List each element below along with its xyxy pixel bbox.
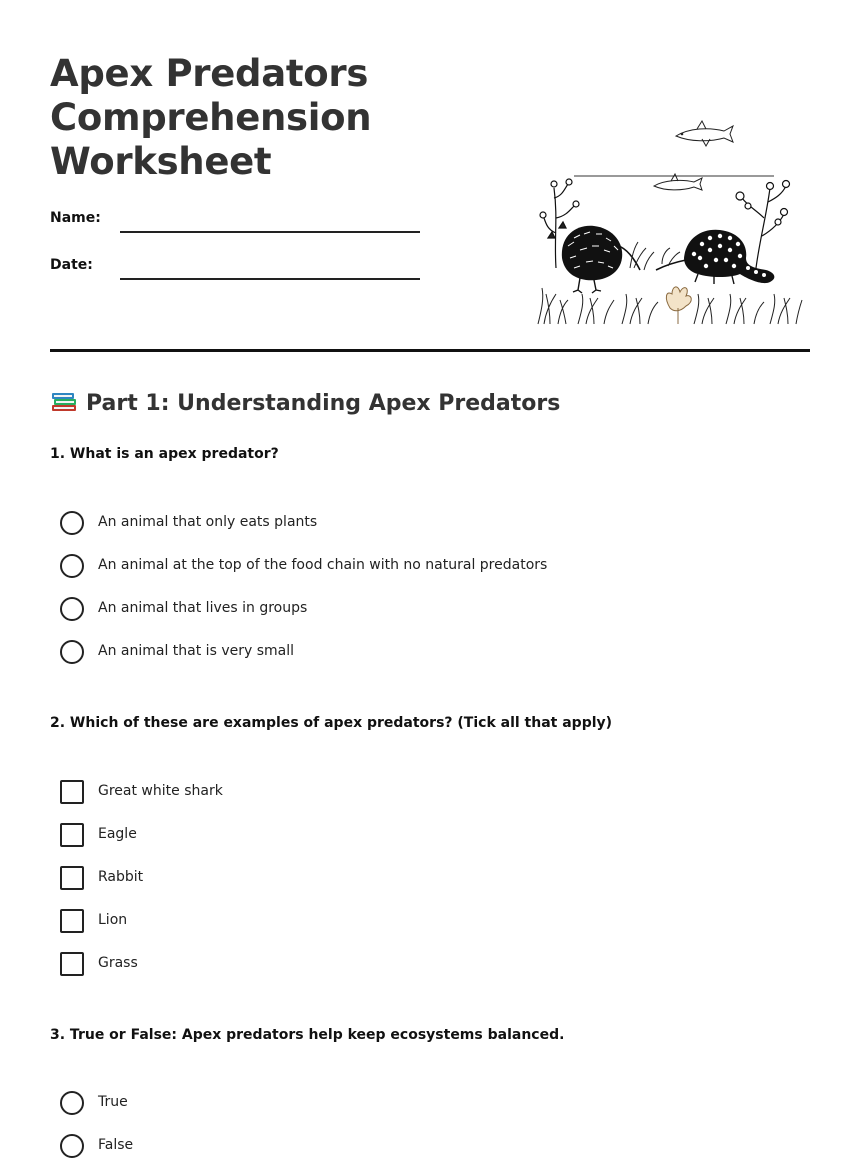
q2-option-2[interactable] <box>60 823 760 849</box>
q1-option-2[interactable] <box>60 554 760 580</box>
q3-option-false-label[interactable]: False <box>98 1137 134 1153</box>
question-2: 2. Which of these are examples of apex predators? (Tick all that apply) <box>50 715 613 731</box>
q2-option-4-label[interactable]: Lion <box>98 912 128 928</box>
q2-option-1[interactable] <box>60 780 760 806</box>
title-line-1: Apex Predators <box>50 52 369 95</box>
q1-option-4[interactable] <box>60 640 760 666</box>
q1-option-4-radio[interactable] <box>60 640 84 664</box>
q3-option-false-radio[interactable] <box>60 1134 84 1158</box>
worksheet-title <box>50 52 480 184</box>
q2-option-4[interactable] <box>60 909 760 935</box>
q2-option-3-checkbox[interactable] <box>60 866 84 890</box>
date-field[interactable] <box>120 278 420 280</box>
q3-option-true-radio[interactable] <box>60 1091 84 1115</box>
q1-option-1-label[interactable]: An animal that only eats plants <box>98 514 318 530</box>
question-3: 3. True or False: Apex predators help keep ecosystems balanced. <box>50 1027 565 1043</box>
q1-option-1[interactable] <box>60 511 760 537</box>
q2-option-5[interactable] <box>60 952 760 978</box>
flower-icon <box>666 287 691 324</box>
q2-option-5-label[interactable]: Grass <box>98 955 138 971</box>
q2-option-4-checkbox[interactable] <box>60 909 84 933</box>
header-divider <box>50 349 810 352</box>
name-field[interactable] <box>120 231 420 233</box>
q3-option-false[interactable] <box>60 1134 760 1160</box>
worksheet-header <box>50 0 810 352</box>
date-label: Date: <box>50 257 93 273</box>
q1-option-3[interactable] <box>60 597 760 623</box>
q2-option-1-checkbox[interactable] <box>60 780 84 804</box>
name-field-row <box>50 208 420 232</box>
part1-title-text: Part 1: Understanding Apex Predators <box>86 391 561 416</box>
q1-option-1-radio[interactable] <box>60 511 84 535</box>
q2-option-3-label[interactable]: Rabbit <box>98 869 144 885</box>
kiwi-icon <box>562 226 640 293</box>
q2-option-2-label[interactable]: Eagle <box>98 826 137 842</box>
q2-option-1-label[interactable]: Great white shark <box>98 783 223 799</box>
kiwi-echidna-shark-illustration <box>534 118 810 330</box>
q1-option-4-label[interactable]: An animal that is very small <box>98 643 294 659</box>
books-icon <box>50 389 78 413</box>
q3-option-true-label[interactable]: True <box>98 1094 128 1110</box>
q1-option-2-label[interactable]: An animal at the top of the food chain with no natural predators <box>98 557 548 573</box>
q1-option-3-label[interactable]: An animal that lives in groups <box>98 600 308 616</box>
q3-option-true[interactable] <box>60 1091 760 1117</box>
q1-option-3-radio[interactable] <box>60 597 84 621</box>
q2-option-3[interactable] <box>60 866 760 892</box>
title-line-2: Comprehension <box>50 96 372 139</box>
q2-option-2-checkbox[interactable] <box>60 823 84 847</box>
title-line-3: Worksheet <box>50 140 272 183</box>
worksheet-page <box>50 0 810 1161</box>
q2-option-5-checkbox[interactable] <box>60 952 84 976</box>
shark-icon <box>676 121 733 146</box>
q1-option-2-radio[interactable] <box>60 554 84 578</box>
question-1: 1. What is an apex predator? <box>50 446 279 462</box>
part1-title <box>50 388 560 420</box>
date-field-row <box>50 255 420 279</box>
name-label: Name: <box>50 210 101 226</box>
